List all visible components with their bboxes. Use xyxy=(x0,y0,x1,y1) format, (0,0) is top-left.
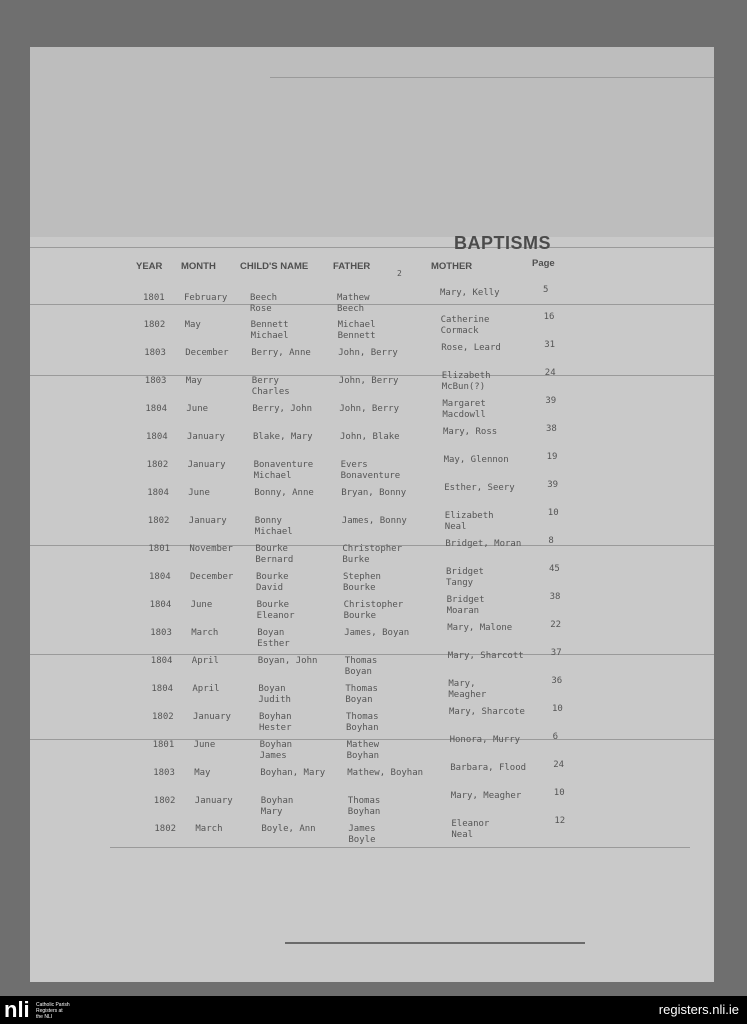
entry-year: 1802 xyxy=(143,320,166,330)
header-page: Page xyxy=(532,258,555,269)
entry-father: Thomas Boyhan xyxy=(347,796,381,817)
entry-month: June xyxy=(186,404,209,414)
entry-page: 12 xyxy=(554,816,566,826)
header-mother: MOTHER xyxy=(431,261,473,272)
entry-month: April xyxy=(191,656,219,666)
entry-father: James Boyle xyxy=(348,824,376,845)
scan-line xyxy=(110,847,690,848)
entry-mother: Elizabeth Neal xyxy=(444,511,494,532)
entry-page: 16 xyxy=(543,312,555,322)
entry-mother: Bridget Tangy xyxy=(446,567,484,588)
entry-mother: Bridget, Moran xyxy=(445,539,522,549)
entry-child-name: Blake, Mary xyxy=(253,432,313,442)
entry-page: 10 xyxy=(553,788,565,798)
entry-father: Christopher Bourke xyxy=(343,600,404,621)
entry-year: 1803 xyxy=(150,628,172,638)
entry-year: 1803 xyxy=(144,376,167,386)
entry-child-name: Beech Rose xyxy=(250,293,278,314)
entry-month: December xyxy=(190,572,234,582)
entry-mother: Catherine Cormack xyxy=(440,315,490,336)
entry-year: 1801 xyxy=(148,544,171,554)
entry-year: 1804 xyxy=(147,488,169,498)
scan-line xyxy=(270,77,714,78)
faded-top-band xyxy=(30,47,714,237)
entry-year: 1804 xyxy=(149,600,172,610)
entry-month: May xyxy=(194,768,211,778)
entry-year: 1803 xyxy=(144,348,166,358)
entry-year: 1802 xyxy=(153,796,176,806)
entry-child-name: Boyan Esther xyxy=(257,628,290,649)
entry-month: November xyxy=(189,544,233,554)
entry-year: 1801 xyxy=(152,740,175,750)
entry-mother: Elizabeth McBun(?) xyxy=(441,371,491,392)
page-mark: 2 xyxy=(397,269,402,278)
entry-father: Thomas Boyan xyxy=(345,684,378,705)
entry-page: 39 xyxy=(545,396,557,406)
register-page xyxy=(30,47,714,982)
header-month: MONTH xyxy=(181,261,216,272)
scan-line xyxy=(30,247,714,248)
entry-mother: Rose, Leard xyxy=(441,343,501,353)
header-year: YEAR xyxy=(136,261,163,272)
entry-child-name: Berry, John xyxy=(252,404,312,414)
entry-year: 1804 xyxy=(146,432,168,442)
entry-year: 1802 xyxy=(146,460,169,470)
entry-father: John, Berry xyxy=(338,348,398,358)
entry-father: Mathew Boyhan xyxy=(346,740,380,761)
entry-child-name: Boyhan James xyxy=(259,740,293,761)
entry-father: Evers Bonaventure xyxy=(340,460,401,481)
entry-child-name: Bourke David xyxy=(256,572,289,593)
entry-child-name: Berry Charles xyxy=(251,376,290,397)
entry-page: 10 xyxy=(552,704,563,714)
entry-child-name: Berry, Anne xyxy=(251,348,311,358)
entry-child-name: Bourke Eleanor xyxy=(256,600,295,621)
entry-mother: Honora, Murry xyxy=(449,735,521,745)
header-child: CHILD'S NAME xyxy=(240,261,309,272)
entry-father: Christopher Burke xyxy=(342,544,402,565)
entry-child-name: Boyle, Ann xyxy=(261,824,316,834)
entry-mother: Mary, Kelly xyxy=(440,288,500,298)
entry-page: 8 xyxy=(548,536,554,546)
entry-father: James, Boyan xyxy=(344,628,410,638)
entry-month: March xyxy=(191,628,219,638)
entry-father: Bryan, Bonny xyxy=(341,488,407,498)
scan-line xyxy=(30,304,714,305)
entry-year: 1804 xyxy=(151,684,174,694)
entry-month: February xyxy=(184,293,228,303)
nli-logo: nli xyxy=(4,997,30,1022)
entry-mother: Mary, Malone xyxy=(447,623,513,633)
entry-page: 19 xyxy=(546,452,558,462)
entry-mother: Mary, Meagher xyxy=(450,791,522,801)
site-link[interactable]: registers.nli.ie xyxy=(658,1002,739,1017)
entry-month: May xyxy=(184,320,201,330)
entry-month: January xyxy=(187,432,225,442)
entry-child-name: Boyan, John xyxy=(257,656,318,666)
entry-year: 1804 xyxy=(145,404,168,414)
entry-child-name: Boyhan Mary xyxy=(260,796,294,817)
entry-year: 1802 xyxy=(152,712,174,722)
entry-mother: Eleanor Neal xyxy=(451,819,490,840)
entry-child-name: Bonny, Anne xyxy=(254,488,314,498)
entry-page: 10 xyxy=(547,508,559,518)
entry-page: 37 xyxy=(550,648,562,658)
entry-father: John, Berry xyxy=(339,404,399,414)
entry-page: 5 xyxy=(543,285,549,295)
entry-year: 1803 xyxy=(153,768,175,778)
entry-child-name: Boyan Judith xyxy=(258,684,291,705)
entry-page: 6 xyxy=(552,732,559,742)
entry-mother: Mary, Sharcott xyxy=(447,651,524,661)
entry-year: 1804 xyxy=(149,572,171,582)
entry-page: 39 xyxy=(547,480,559,490)
entry-mother: Mary, Meagher xyxy=(448,679,487,700)
entry-page: 45 xyxy=(549,564,560,574)
entry-page: 31 xyxy=(544,340,556,350)
entry-month: March xyxy=(195,824,223,834)
entry-page: 24 xyxy=(544,368,556,378)
entry-mother: Bridget Moaran xyxy=(446,595,485,616)
entry-mother: Margaret Macdowll xyxy=(442,399,486,420)
entry-father: Thomas Boyan xyxy=(344,656,378,677)
entry-child-name: Boyhan, Mary xyxy=(260,768,326,778)
entry-child-name: Boyhan Hester xyxy=(259,712,292,733)
entry-month: January xyxy=(187,460,226,470)
entry-father: Stephen Bourke xyxy=(343,572,381,593)
entry-father: Mathew, Boyhan xyxy=(347,768,424,778)
entry-mother: Mary, Ross xyxy=(443,427,498,437)
entry-page: 24 xyxy=(553,760,565,770)
entry-child-name: Bonaventure Michael xyxy=(253,460,314,481)
ink-stroke xyxy=(285,942,585,944)
footer-bar xyxy=(0,996,747,1024)
entry-month: December xyxy=(185,348,229,358)
entry-page: 38 xyxy=(546,424,557,434)
entry-month: June xyxy=(190,600,213,610)
entry-child-name: Bourke Bernard xyxy=(255,544,294,565)
entry-child-name: Bennett Michael xyxy=(250,320,289,341)
entry-mother: Mary, Sharcote xyxy=(449,707,525,717)
entry-father: John, Berry xyxy=(338,376,399,386)
entry-father: Michael Bennett xyxy=(337,320,376,341)
entry-father: Mathew Beech xyxy=(337,293,370,314)
entry-father: John, Blake xyxy=(340,432,400,442)
entry-month: June xyxy=(193,740,216,750)
entry-father: Thomas Boyhan xyxy=(346,712,379,733)
entry-page: 22 xyxy=(550,620,562,630)
entry-mother: May, Glennon xyxy=(443,455,509,465)
entry-month: January xyxy=(194,796,233,806)
scan-line xyxy=(30,654,714,655)
entry-month: January xyxy=(188,516,227,526)
entry-month: June xyxy=(188,488,210,498)
entry-year: 1802 xyxy=(147,516,170,526)
entry-year: 1802 xyxy=(154,824,177,834)
header-father: FATHER xyxy=(333,261,371,272)
org-name: Catholic Parish Registers at the NLI xyxy=(36,1002,70,1020)
entry-child-name: Bonny Michael xyxy=(254,516,293,537)
entry-year: 1801 xyxy=(143,293,165,303)
entry-mother: Esther, Seery xyxy=(444,483,515,493)
entry-month: January xyxy=(193,712,231,722)
register-title: BAPTISMS xyxy=(454,233,552,253)
entry-year: 1804 xyxy=(150,656,173,666)
entry-month: April xyxy=(192,684,220,694)
entry-month: May xyxy=(185,376,203,386)
entry-mother: Barbara, Flood xyxy=(450,763,527,773)
entry-page: 38 xyxy=(549,592,561,602)
entry-page: 36 xyxy=(551,676,563,686)
entry-father: James, Bonny xyxy=(341,516,407,526)
